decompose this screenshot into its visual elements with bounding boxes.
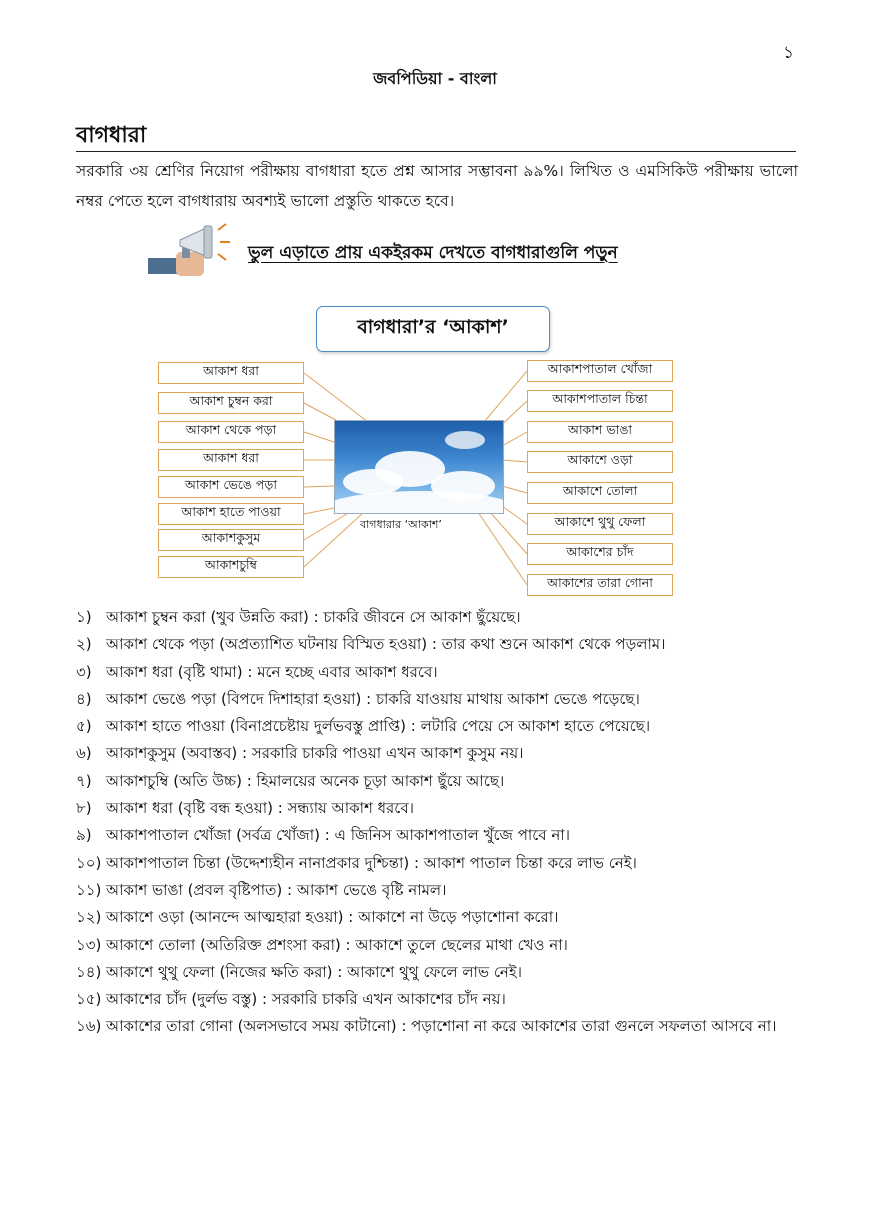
left-term-box: আকাশ হাতে পাওয়া (158, 503, 304, 525)
item-text: আকাশে ওড়া (আনন্দে আত্মহারা হওয়া) : আকাশে না উড়ে পড়াশোনা করো। (106, 908, 559, 927)
item-number: ১১) (76, 880, 102, 899)
item-number: ১২) (76, 908, 102, 927)
item-number: ১) (76, 608, 92, 626)
item-number: ৩) (76, 662, 92, 681)
item-text: আকাশের তারা গোনা (অলসভাবে সময় কাটানো) : পড়াশোনা না করে আকাশের তারা গুনলে সফলতা আসবে না। (106, 1017, 777, 1036)
item-text: আকাশচুম্বি (অতি উচ্চ) : হিমালয়ের অনেক চূড়া আকাশ ছুঁয়ে আছে। (106, 771, 505, 790)
connector-line (502, 432, 527, 446)
item-text: আকাশপাতাল চিন্তা (উদ্দেশ্যহীন নানাপ্রকার দুশ্চিন্তা) : আকাশ পাতাল চিন্তা করে লাভ নেই। (106, 853, 637, 872)
item-number: ৮) (76, 799, 92, 818)
sky-image (334, 420, 504, 514)
list-item (76, 932, 806, 959)
right-term-box: আকাশপাতাল খোঁজা (527, 360, 673, 382)
item-text: আকাশ ধরা (বৃষ্টি বন্ধ হওয়া) : সন্ধ্যায় আকাশ ধরবে। (106, 799, 415, 818)
connector-line (502, 460, 527, 462)
list-item (76, 1013, 806, 1040)
list-item (76, 631, 806, 658)
connector-line (304, 512, 364, 567)
item-text: আকাশ ভাঙা (প্রবল বৃষ্টিপাত) : আকাশ ভেঙে বৃষ্টি নামল। (106, 880, 447, 899)
title-divider (76, 151, 796, 152)
item-text: আকাশে তোলা (অতিরিক্ত প্রশংসা করা) : আকাশে তুলে ছেলের মাথা খেও না। (106, 935, 568, 954)
left-term-box: আকাশ থেকে পড়া (158, 421, 304, 443)
left-term-box: আকাশচুম্বি (158, 556, 304, 578)
item-number: ৫) (76, 717, 92, 736)
list-item (76, 959, 806, 986)
item-number: ১৬) (76, 1017, 102, 1036)
list-item (76, 740, 806, 767)
list-item (76, 659, 806, 686)
connector-line (478, 512, 527, 585)
idiom-diagram (0, 296, 870, 606)
left-term-box: আকাশ ধরা (158, 449, 304, 471)
right-term-box: আকাশে তোলা (527, 482, 673, 504)
item-number: ১০) (76, 853, 102, 872)
connector-line (304, 373, 368, 422)
connector-line (304, 508, 334, 514)
item-text: আকাশ ধরা (বৃষ্টি থামা) : মনে হচ্ছে এবার আকাশ ধরবে। (106, 662, 438, 681)
tip-heading: ভুল এড়াতে প্রায় একইরকম দেখতে বাগধারাগুলি পড়ুন (248, 243, 618, 263)
right-term-box: আকাশে থুথু ফেলা (527, 513, 673, 535)
left-term-box: আকাশ চুম্বন করা (158, 392, 304, 414)
item-number: ৪) (76, 689, 92, 708)
item-text: আকাশ চুম্বন করা (খুব উন্নতি করা) : চাকরি জীবনে সে আকাশ ছুঁয়েছে। (106, 608, 521, 626)
connector-line (490, 512, 527, 554)
list-item (76, 877, 806, 904)
item-text: আকাশ থেকে পড়া (অপ্রত্যাশিত ঘটনায় বিস্মিত হওয়া) : তার কথা শুনে আকাশ থেকে পড়লাম। (106, 635, 666, 654)
list-item (76, 713, 806, 740)
connector-line (502, 486, 527, 493)
item-number: ১৫) (76, 990, 102, 1009)
page-number: ১ (782, 43, 794, 63)
section-title: বাগধারা (76, 123, 147, 148)
item-number: ৯) (76, 826, 92, 845)
list-item (76, 768, 806, 795)
connector-line (484, 371, 527, 422)
list-item (76, 795, 806, 822)
intro-paragraph: সরকারি ৩য় শ্রেণির নিয়োগ পরীক্ষায় বাগধারা হতে প্রশ্ন আসার সম্ভাবনা ৯৯%। লিখিত ও এমসিকিউ পরীক্ষায় ভালো নম্বর পেতে হলে বাগধারায় অবশ্যই ভালো প্রস্তুতি থাকতে হবে। (76, 162, 798, 210)
right-term-box: আকাশে ওড়া (527, 451, 673, 473)
connector-line (304, 486, 334, 487)
list-item (76, 686, 806, 713)
connector-line (304, 512, 350, 540)
left-term-box: আকাশ ধরা (158, 362, 304, 384)
item-text: আকাশ ভেঙে পড়া (বিপদে দিশাহারা হওয়া) : চাকরি যাওয়ায় মাথায় আকাশ ভেঙে পড়েছে। (106, 689, 640, 708)
item-number: ১৪) (76, 962, 102, 981)
list-item (76, 986, 806, 1013)
item-text: আকাশের চাঁদ (দুর্লভ বস্তু) : সরকারি চাকরি এখন আকাশের চাঁদ নয়। (106, 990, 506, 1009)
item-text: আকাশ হাতে পাওয়া (বিনাপ্রচেষ্টায় দুর্লভবস্তু প্রাপ্তি) : লটারি পেয়ে সে আকাশ হাতে পেয়েছে। (106, 717, 651, 736)
item-number: ৬) (76, 744, 92, 763)
connector-line (502, 506, 527, 524)
right-term-box: আকাশের তারা গোনা (527, 574, 673, 596)
idiom-list (76, 604, 806, 1041)
item-number: ১৩) (76, 935, 102, 954)
diagram-title: বাগধারা’র ‘আকাশ’ (316, 306, 550, 352)
left-term-box: আকাশকুসুম (158, 529, 304, 551)
list-item (76, 904, 806, 931)
item-number: ২) (76, 635, 92, 654)
right-term-box: আকাশ ভাঙা (527, 421, 673, 443)
item-text: আকাশপাতাল খোঁজা (সর্বত্র খোঁজা) : এ জিনিস আকাশপাতাল খুঁজে পাবে না। (106, 826, 571, 845)
left-term-box: আকাশ ভেঙে পড়া (158, 476, 304, 498)
diagram-caption: বাগধারার ‘আকাশ’ (360, 518, 442, 531)
running-header: জবপিডিয়া - বাংলা (373, 69, 497, 88)
list-item (76, 850, 806, 877)
right-term-box: আকাশের চাঁদ (527, 543, 673, 565)
item-text: আকাশকুসুম (অবাস্তব) : সরকারি চাকরি পাওয়া এখন আকাশ কুসুম নয়। (106, 744, 524, 763)
intro-section (76, 156, 798, 216)
list-item (76, 822, 806, 849)
megaphone-icon (146, 222, 242, 280)
right-term-box: আকাশপাতাল চিন্তা (527, 390, 673, 412)
item-text: আকাশে থুথু ফেলা (নিজের ক্ষতি করা) : আকাশে থুথু ফেলে লাভ নেই। (106, 962, 523, 981)
item-number: ৭) (76, 771, 92, 790)
list-item (76, 604, 806, 631)
